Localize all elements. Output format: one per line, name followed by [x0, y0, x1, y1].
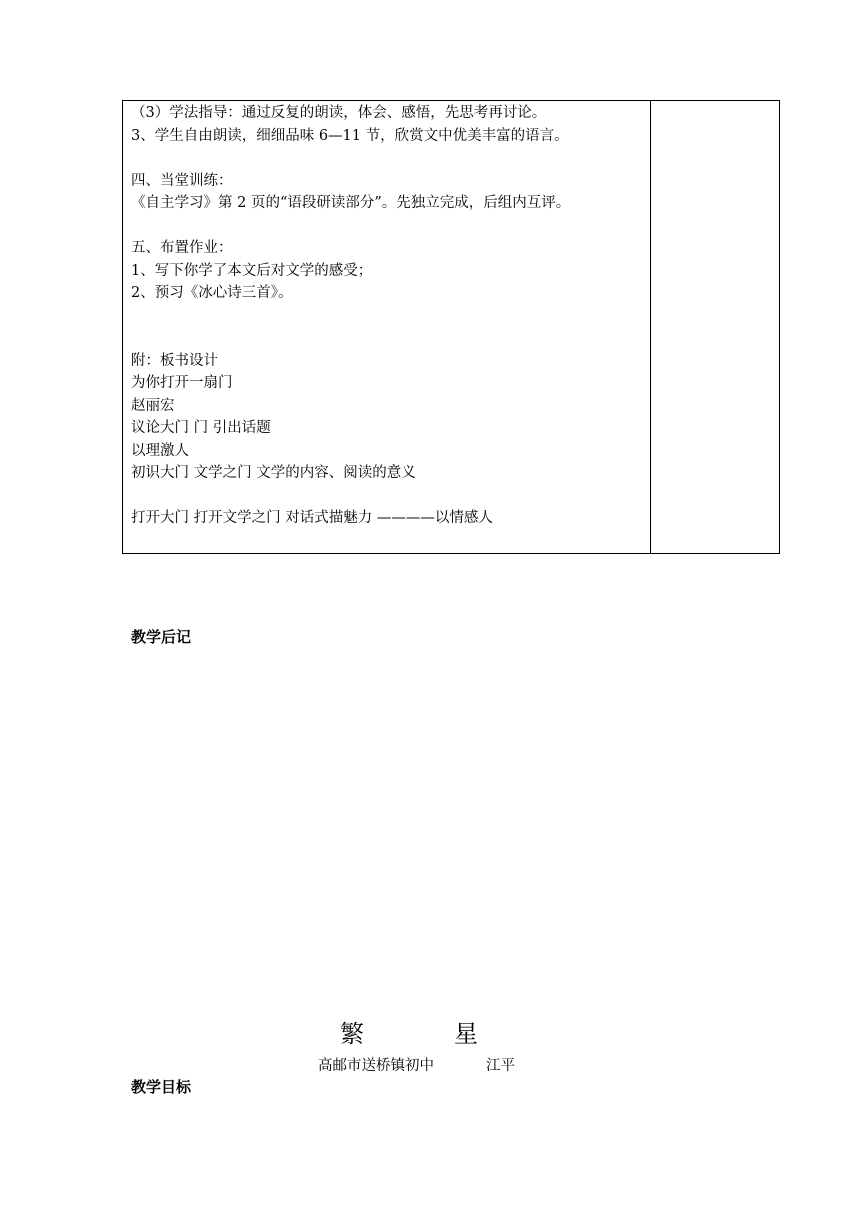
text-line: 1、写下你学了本文后对文学的感受； — [131, 262, 373, 279]
objectives-heading: 教学目标 — [131, 1078, 192, 1096]
title-char: 繁 — [340, 1020, 364, 1048]
section-title-homework: 五、布置作业： — [131, 240, 233, 256]
blank-line — [131, 147, 647, 170]
board-title: 为你打开一扇门 — [131, 375, 233, 391]
board-line: 初识大门 文学之门 文学的内容、阅读的意义 — [131, 465, 416, 481]
title-char: 星 — [454, 1020, 478, 1048]
blank-line — [131, 215, 647, 238]
lesson-content-cell — [131, 102, 647, 530]
lesson-title — [340, 1014, 478, 1049]
text-line: 3、学生自由朗读，细细品味 6—11 节，欣赏文中优美丰富的语言。 — [131, 127, 569, 144]
board-design-heading: 附：板书设计 — [131, 352, 218, 369]
board-line: 议论大门 门 引出话题 — [131, 420, 271, 436]
blank-line — [131, 305, 647, 328]
column-divider — [650, 101, 651, 553]
board-line: 打开大门 打开文学之门 对话式描魅力 ————以情感人 — [131, 510, 493, 526]
byline — [318, 1054, 515, 1075]
section-title-training: 四、当堂训练： — [131, 172, 233, 189]
blank-line — [131, 327, 647, 350]
board-author: 赵丽宏 — [131, 397, 175, 414]
school-name: 高邮市送桥镇初中 — [318, 1058, 434, 1074]
text-line: （3）学法指导：通过反复的朗读，体会、感悟，先思考再讨论。 — [131, 105, 547, 121]
postscript-heading: 教学后记 — [131, 628, 192, 646]
blank-line — [131, 485, 647, 508]
board-line: 以理激人 — [131, 442, 189, 459]
lesson-table — [122, 100, 780, 554]
text-line: 2、预习《冰心诗三首》。 — [131, 285, 293, 301]
author-name: 江平 — [486, 1058, 515, 1074]
text-line: 《自主学习》第 2 页的“语段研读部分”。先独立完成，后组内互评。 — [131, 195, 571, 211]
